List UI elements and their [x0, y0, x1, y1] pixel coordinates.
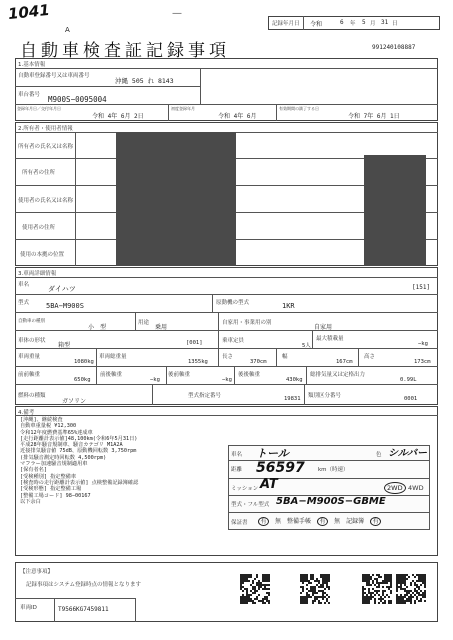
remarks-line: [検査時の走行距離計表示値] 点検整備記録簿確認 [20, 479, 139, 486]
remarks-line: 以下余白 [20, 498, 41, 505]
note-service-item: 有 [370, 517, 381, 526]
body-label: 車体の形状 [18, 338, 46, 344]
note-drive-4wd: 4WD [408, 484, 424, 492]
registration-date-label: 登録年月日／交付年月日 [17, 106, 61, 111]
notice-text: 記録事項はシステム登録時点の情報となります [26, 582, 141, 588]
class-number-label: 類別区分番号 [308, 393, 342, 399]
fuel-value: ガソリン [62, 398, 87, 405]
remarks-line: [受検種別] 指定整備車 [20, 473, 77, 480]
note-distance-label: 距離 [231, 467, 243, 473]
note-service-item: 記録簿 [346, 518, 365, 525]
corner-dash: — [172, 8, 182, 19]
kind-label: 自動車の種別 [18, 319, 45, 324]
redaction-block [116, 132, 236, 266]
note-mission-label: ミッション [231, 486, 259, 492]
type-number-value: 19831 [284, 396, 301, 402]
note-distance-value: 56597 [256, 460, 305, 476]
remarks-line: [受検形態] 指定整備工場 [20, 486, 82, 493]
use-label: 用途 [138, 320, 150, 326]
body-value: 箱型 [58, 342, 71, 349]
note-service-item: 有 [258, 517, 269, 526]
engine-value: 1KR [282, 302, 295, 310]
total-weight-label: 車両総重量 [99, 354, 127, 360]
remarks-line: 近接排気騒音値 75dB、原動機回転数 3,750rpm [20, 448, 137, 455]
notice-title: 【注意事項】 [20, 569, 54, 575]
weight-value: 1080kg [74, 359, 94, 365]
note-service-item: 無 [334, 518, 341, 525]
rf-axle-label: 後前軸重 [168, 372, 191, 378]
chassis-number-label: 車台番号 [18, 92, 41, 98]
maker-value: ダイハツ [48, 285, 76, 293]
length-value: 370cm [250, 359, 267, 365]
fuel-label: 燃料の種類 [18, 393, 46, 399]
first-registration-label: 初度登録年月 [171, 106, 195, 111]
model-value: 5BA−M900S [46, 302, 84, 310]
remarks-line: [沖縄]、継続検査 [20, 417, 63, 423]
type-number-label: 型式指定番号 [188, 393, 222, 399]
issue-date-era: 令和 [310, 21, 323, 28]
section-vehicle: 3.車両詳細情報 [18, 271, 57, 277]
user-address-label: 使用者の住所 [22, 225, 56, 231]
qr-code-2 [300, 574, 330, 604]
qr-code-3 [362, 574, 392, 604]
note-drive-2wd: 2WD [384, 482, 406, 494]
issue-date-month-suffix: 月 [370, 21, 376, 27]
max-load-label: 最大積載量 [316, 336, 344, 342]
note-service-label: 保証書 [231, 520, 248, 526]
section-basic: 1.基本情報 [18, 62, 46, 68]
user-name-label: 使用者の氏名又は名称 [18, 198, 74, 204]
remarks-list [20, 417, 138, 505]
note-distance-unit: km（時速） [318, 467, 349, 473]
private-value: 自家用 [314, 324, 333, 331]
weight-label: 車両重量 [18, 354, 41, 360]
registration-number-label: 自動車登録番号又は車両番号 [18, 73, 90, 79]
note-model-value: 5BA−M900S−GBME [276, 496, 386, 507]
remarks-line: 平成28年騒音規制車、騒音カテゴリ M1A2A [20, 442, 123, 449]
owner-name-label: 所有者の氏名又は名称 [18, 144, 74, 150]
remarks-line: (排気騒音測定時回転数 4,500rpm) [20, 454, 107, 461]
section-remarks: 4.備考 [18, 410, 35, 416]
issue-date-label: 記録年月日 [272, 21, 300, 27]
max-load-value: −kg [418, 341, 428, 347]
fr-axle-label: 前後軸重 [100, 372, 123, 378]
document-number: 991240108887 [372, 44, 416, 51]
base-location-label: 使用の本拠の位置 [20, 252, 65, 258]
expiry-label: 有効期間の満了する日 [279, 106, 319, 111]
rr-axle-label: 後後軸重 [238, 372, 261, 378]
kind-value: 小 型 [88, 324, 107, 331]
note-name-value: トール [256, 447, 289, 460]
ff-axle-label: 前前軸重 [18, 372, 41, 378]
length-label: 長さ [222, 354, 234, 360]
qr-code-4 [396, 574, 426, 604]
width-value: 167cm [336, 359, 353, 365]
note-mission-value: AT [260, 477, 278, 492]
vehicle-id-value: T9566KG7459811 [58, 606, 109, 613]
private-label: 自家用・事業用の別 [222, 320, 272, 326]
total-weight-value: 1355kg [188, 359, 208, 365]
rr-axle-value: 430kg [286, 377, 303, 383]
issue-date-month: 5 [362, 19, 366, 26]
remarks-line: [整備工場コード] 98−00167 [20, 492, 91, 499]
chassis-number-value: M900S−0095004 [48, 95, 107, 104]
registration-number-value: 沖縄 505 れ 8143 [115, 77, 174, 85]
engine-label: 原動機の型式 [216, 300, 250, 306]
expiry-value: 令和 7年 6月 1日 [348, 113, 400, 120]
issue-date-year-suffix: 年 [350, 21, 356, 27]
owner-address-label: 所有者の住所 [22, 170, 56, 176]
width-label: 幅 [282, 354, 288, 360]
note-service-items [258, 516, 387, 525]
vehicle-id-label: 車両ID [20, 605, 37, 611]
note-service-item: 無 [275, 518, 282, 525]
model-label: 型式 [18, 300, 30, 306]
displacement-value: 0.99L [400, 377, 417, 383]
note-name-label: 車名 [231, 452, 243, 458]
fr-axle-value: −kg [150, 377, 160, 383]
height-value: 173cm [414, 359, 431, 365]
note-color-label: 色 [376, 452, 382, 458]
remarks-line: 自動車重量税 ¥12,300 [20, 423, 77, 430]
redaction-block-right [364, 155, 426, 266]
use-value: 乗用 [155, 324, 168, 331]
issue-date-year: 6 [340, 19, 344, 26]
corner-mark: A [65, 26, 70, 34]
qr-code-1 [240, 574, 270, 604]
issue-date-day-suffix: 日 [392, 21, 398, 27]
class-number-value: 0001 [404, 396, 418, 402]
maker-code: [151] [412, 284, 431, 291]
remarks-line: マフラー加速騒音規制適用車 [20, 461, 88, 468]
maker-label: 車名 [18, 282, 30, 288]
section-owner: 2.所有者・使用者情報 [18, 126, 73, 132]
note-service-item: 有 [317, 517, 328, 526]
height-label: 高さ [364, 354, 376, 360]
capacity-value: 5人 [302, 343, 311, 349]
issue-date-day: 31 [381, 19, 389, 26]
note-service-item: 整備手帳 [287, 518, 312, 525]
remarks-line: 令和12年度燃費基準65%達成車 [20, 429, 93, 436]
displacement-label: 総排気量又は定格出力 [310, 372, 366, 378]
note-model-label: 型式・フル型式 [231, 502, 270, 508]
handwritten-note: 1041 [7, 0, 51, 24]
body-code: [001] [186, 340, 203, 346]
note-color-value: シルバー [388, 448, 428, 459]
page-title: 自動車検査証記録事項 [20, 41, 230, 61]
ff-axle-value: 650kg [74, 377, 91, 383]
first-registration-value: 令和 4年 6月 [218, 113, 257, 120]
remarks-line: [走行距離計表示値]48,100km(令和6年5月31日) [20, 435, 138, 442]
registration-date-value: 令和 4年 6月 2日 [92, 113, 144, 120]
remarks-line: [保有者名] [20, 467, 47, 474]
rf-axle-value: −kg [222, 377, 232, 383]
capacity-label: 乗車定員 [222, 338, 245, 344]
